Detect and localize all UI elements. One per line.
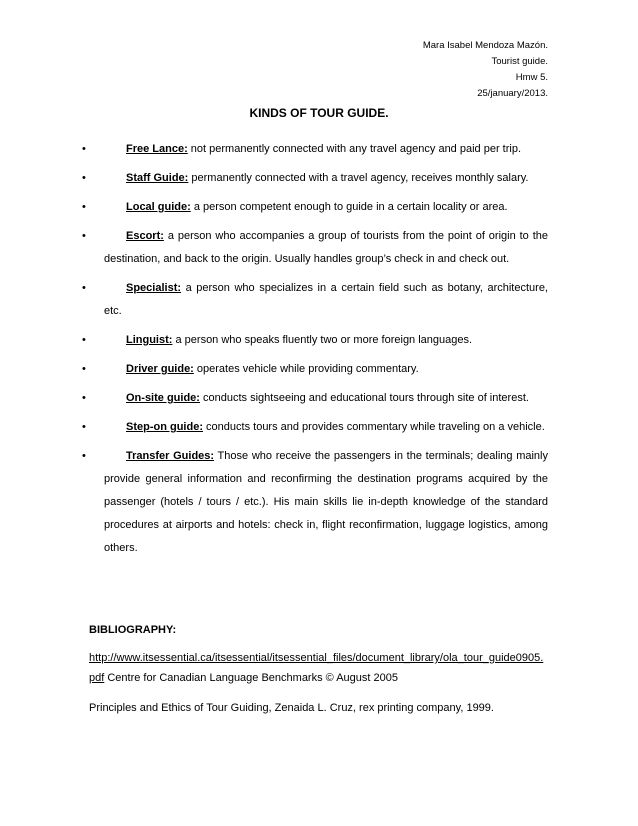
list-item-description: a person who specializes in a certain field such as botany, architecture, etc. [104, 282, 548, 317]
list-item-description: not permanently connected with any travel agency and paid per trip. [187, 143, 522, 155]
assignment-label: Hmw 5. [515, 72, 548, 83]
bullet-icon: • [82, 363, 86, 375]
list-item-description: operates vehicle while providing commentary. [193, 363, 419, 375]
bibliography-entry [89, 698, 548, 718]
bullet-icon: • [82, 230, 86, 242]
bibliography-entry [89, 648, 548, 688]
bullet-icon: • [82, 392, 86, 404]
header-block [423, 38, 548, 102]
list-item-term: Escort: [126, 230, 164, 242]
page-title: KINDS OF TOUR GUIDE. [249, 106, 389, 120]
bullet-icon: • [82, 421, 86, 433]
list-item-description: a person who speaks fluently two or more foreign languages. [172, 334, 473, 346]
list-item-description: a person competent enough to guide in a certain locality or area. [190, 201, 508, 213]
author-name: Mara Isabel Mendoza Mazón. [422, 40, 548, 51]
bullet-icon: • [82, 282, 86, 294]
list-item-description: Those who receive the passengers in the terminals; dealing mainly provide general information and reconfirming the destination programs acquired by the passenger (hotels / tours / etc.). His main skills lie in-depth knowledge of the standard procedures at airports and hotels: check in, flight reconfirmation, luggage logistics, among others. [104, 450, 548, 554]
list-item-description: permanently connected with a travel agency, receives monthly salary. [188, 172, 529, 184]
list-item [82, 445, 548, 560]
bullet-icon: • [82, 143, 86, 155]
bullet-icon: • [82, 172, 86, 184]
list-item [82, 358, 548, 381]
bibliography-section [89, 624, 548, 728]
list-item [82, 277, 548, 323]
list-item-term: Linguist: [126, 334, 173, 346]
list-item [82, 387, 548, 410]
list-item-term: Specialist: [126, 282, 182, 294]
guide-types-list [82, 138, 548, 566]
reference-text: Principles and Ethics of Tour Guiding, Zenaida L. Cruz, rex printing company, 1999. [89, 702, 494, 714]
list-item [82, 196, 548, 219]
bullet-icon: • [82, 334, 86, 346]
list-item-term: On-site guide: [126, 392, 200, 404]
list-item-description: conducts tours and provides commentary while traveling on a vehicle. [203, 421, 545, 433]
list-item [82, 167, 548, 190]
list-item-term: Local guide: [126, 201, 191, 213]
list-item [82, 416, 548, 439]
reference-link[interactable]: http://www.itsessential.ca/itsessential/itsessential_files/document_library/ola_tour_guide0905.pdf [89, 652, 544, 684]
author-role: Tourist guide. [491, 56, 548, 67]
list-item-description: a person who accompanies a group of tourists from the point of origin to the destination, and back to the origin. Usually handles group’s check in and check out. [104, 230, 548, 265]
list-item-term: Free Lance: [126, 143, 188, 155]
list-item-term: Staff Guide: [126, 172, 189, 184]
list-item-term: Driver guide: [126, 363, 194, 375]
bullet-icon: • [82, 450, 86, 462]
document-date: 25/january/2013. [477, 88, 548, 99]
list-item-description: conducts sightseeing and educational tours through site of interest. [199, 392, 529, 404]
list-item-term: Step-on guide: [126, 421, 203, 433]
list-item [82, 329, 548, 352]
reference-source: Centre for Canadian Language Benchmarks © August 2005 [104, 672, 398, 684]
list-item [82, 138, 548, 161]
bibliography-title: BIBLIOGRAPHY: [89, 624, 177, 636]
list-item [82, 225, 548, 271]
bullet-icon: • [82, 201, 86, 213]
list-item-term: Transfer Guides: [126, 450, 215, 462]
